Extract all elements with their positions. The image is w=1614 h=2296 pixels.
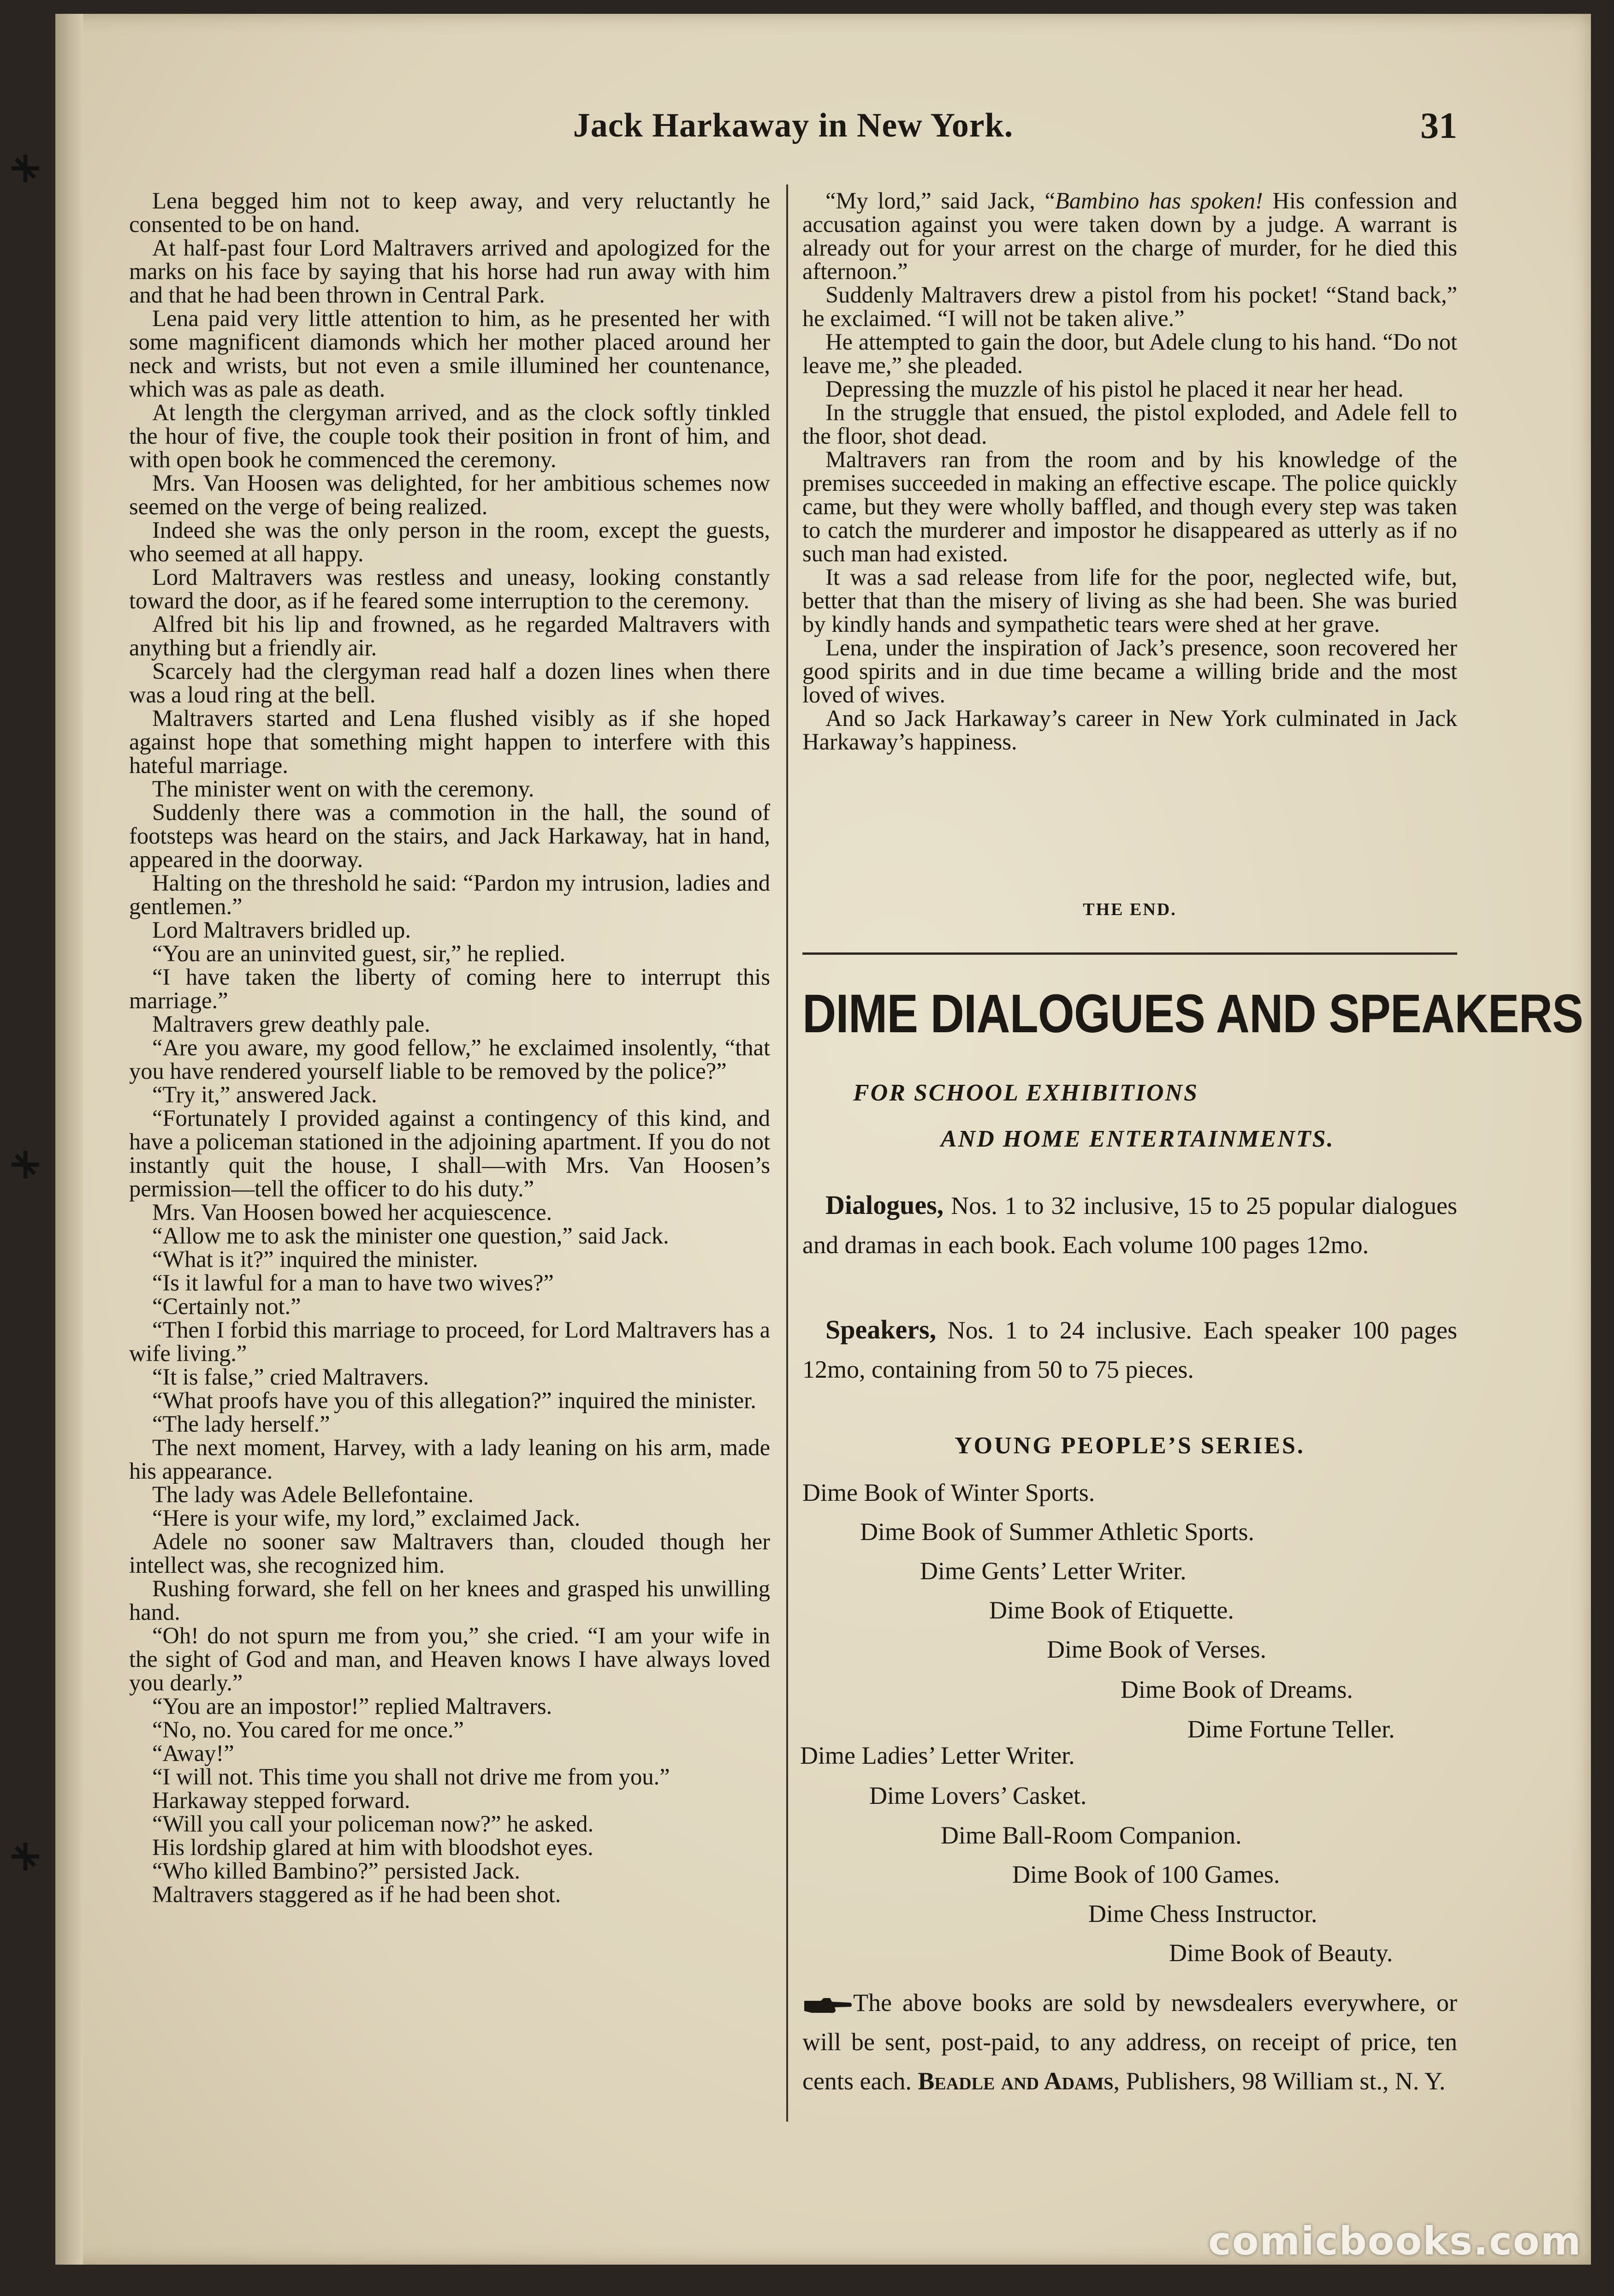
- series-heading: YOUNG PEOPLE’S SERIES.: [955, 1433, 1305, 1459]
- story-paragraph: Scarcely had the clergyman read half a dozen lines when there was a loud ring at the bell.: [129, 658, 770, 708]
- story-paragraph: Lena, under the inspiration of Jack’s presence, soon recovered her good spirits and in due time became a willing bride and the most loved of wives.: [802, 635, 1457, 708]
- book-title: Dime Ball-Room Companion.: [941, 1821, 1242, 1849]
- story-paragraph: Indeed she was the only person in the room, except the guests, who seemed at all happy.: [129, 517, 770, 566]
- story-paragraph: The lady was Adele Bellefontaine.: [152, 1481, 474, 1507]
- story-paragraph: Depressing the muzzle of his pistol he placed it near her head.: [825, 376, 1404, 402]
- section-rule: [802, 952, 1457, 955]
- story-paragraph: At length the clergyman arrived, and as the clock softly tinkled the hour of five, the couple took their position in front of him, and with open book he commenced the ceremony.: [129, 399, 770, 472]
- running-header: [129, 92, 1457, 157]
- speakers-lead: Speakers,: [825, 1315, 937, 1344]
- story-paragraph: “Here is your wife, my lord,” exclaimed Jack.: [152, 1505, 581, 1531]
- story-paragraph: In the struggle that ensued, the pistol exploded, and Adele fell to the floor, shot dead.: [802, 399, 1457, 449]
- speakers-text: Nos. 1 to 24 inclusive. Each speaker 100 pages 12mo, containing from 50 to 75 pieces.: [802, 1316, 1457, 1383]
- publisher-name: Beadle and Adams: [918, 2067, 1114, 2095]
- story-paragraph: “Is it lawful for a man to have two wives?”: [152, 1270, 554, 1296]
- story-paragraph: Lena paid very little attention to him, as he presented her with some magnificent diamonds which her mother placed around her neck and wrists, but not even a smile illumined her countenance, which was as pale as death.: [129, 305, 770, 402]
- binding-gutter: [55, 14, 83, 2265]
- story-paragraph: It was a sad release from life for the poor, neglected wife, but, better that than the misery of living as she had been. She was buried by kindly hands and sympathetic tears were shed at her grave.: [802, 564, 1457, 637]
- story-paragraph: “Oh! do not spurn me from you,” she cried. “I am your wife in the sight of God and man, and Heaven knows I have always loved you dearly.”: [129, 1623, 770, 1695]
- italic-text-run: Bambino has spoken!: [1055, 188, 1263, 214]
- book-title: Dime Book of Dreams.: [1121, 1676, 1353, 1703]
- story-paragraph: Mrs. Van Hoosen bowed her acquiescence.: [152, 1199, 552, 1225]
- story-paragraph: Lord Maltravers was restless and uneasy, looking constantly toward the door, as if he feared some interruption to the ceremony.: [129, 564, 770, 613]
- story-paragraph: “Fortunately I provided against a contingency of this kind, and have a policeman stationed in the adjoining apartment. If you do not instantly quit the house, I shall—with Mrs. Van Hoosen’s permission—tell the officer to do his duty.”: [129, 1105, 770, 1202]
- pointing-hand-icon: [802, 1996, 853, 2015]
- book-title: Dime Book of Etiquette.: [989, 1596, 1234, 1624]
- story-paragraph: Harkaway stepped forward.: [152, 1787, 410, 1813]
- story-paragraph: Alfred bit his lip and frowned, as he regarded Maltravers with anything but a friendly air.: [129, 611, 770, 660]
- story-paragraph: Maltravers started and Lena flushed visibly as if she hoped against hope that something might happen to interfere with this hateful marriage.: [129, 705, 770, 778]
- story-paragraph: Rushing forward, she fell on her knees and grasped his unwilling hand.: [129, 1576, 770, 1625]
- story-paragraph: “You are an impostor!” replied Maltravers.: [152, 1693, 552, 1719]
- story-paragraph: Maltravers ran from the room and by his knowledge of the premises succeeded in making an effective escape. The police quickly came, but they were wholly baffled, and though every step was taken to catch the murderer and impostor he disappeared as utterly as if no such man had existed.: [802, 446, 1457, 566]
- story-paragraph: “Try it,” answered Jack.: [152, 1082, 377, 1107]
- story-paragraph: Lena begged him not to keep away, and very reluctantly he consented to be on hand.: [129, 188, 770, 237]
- story-paragraph: “I will not. This time you shall not drive me from you.”: [152, 1764, 670, 1790]
- text-run: “My lord,” said Jack, “: [825, 188, 1055, 214]
- story-paragraph: “What proofs have you of this allegation?” inquired the minister.: [152, 1387, 756, 1413]
- ad-dialogues-description: [802, 1185, 1457, 1265]
- page-number: 31: [1420, 106, 1457, 146]
- ad-notice: [802, 1983, 1457, 2101]
- story-paragraph: His lordship glared at him with bloodshot eyes.: [152, 1834, 593, 1860]
- story-paragraph: Lord Maltravers bridled up.: [152, 917, 411, 943]
- story-paragraph: “I have taken the liberty of coming here to interrupt this marriage.”: [129, 964, 770, 1013]
- book-title: Dime Gents’ Letter Writer.: [920, 1557, 1187, 1585]
- book-title: Dime Fortune Teller.: [1187, 1715, 1395, 1743]
- story-paragraph: “Will you call your policeman now?” he asked.: [152, 1811, 594, 1837]
- ad-title: DIME DIALOGUES AND SPEAKERS: [802, 983, 1583, 1044]
- the-end-label: THE END.: [1083, 900, 1177, 919]
- story-paragraph: “What is it?” inquired the minister.: [152, 1246, 478, 1272]
- story-paragraph: “Who killed Bambino?” persisted Jack.: [152, 1858, 520, 1884]
- story-paragraph: Adele no sooner saw Maltravers than, clouded though her intellect was, she recognized him.: [129, 1529, 770, 1578]
- story-paragraph: At half-past four Lord Maltravers arrived and apologized for the marks on his face by saying that his horse had run away with him and that he had been thrown in Central Park.: [129, 235, 770, 308]
- story-paragraph: He attempted to gain the door, but Adele clung to his hand. “Do not leave me,” she pleaded.: [802, 329, 1457, 378]
- story-paragraph: Suddenly there was a commotion in the hall, the sound of footsteps was heard on the stairs, and Jack Harkaway, hat in hand, appeared in the doorway.: [129, 799, 770, 872]
- story-paragraph: “Then I forbid this marriage to proceed, for Lord Maltravers has a wife living.”: [129, 1317, 770, 1366]
- book-title: Dime Book of Verses.: [1047, 1636, 1266, 1663]
- story-paragraphs-right: [802, 283, 1457, 754]
- story-paragraph: “Certainly not.”: [152, 1293, 301, 1319]
- notice-text: The above books are sold by newsdealers everywhere, or will be sent, post-paid, to any address, on receipt of price, ten cents each.: [802, 1989, 1457, 2095]
- ad-subtitle-2: AND HOME ENTERTAINMENTS.: [941, 1126, 1335, 1152]
- story-paragraph: “You are an uninvited guest, sir,” he replied.: [152, 940, 566, 966]
- story-paragraph: “The lady herself.”: [152, 1411, 330, 1437]
- story-paragraph: “Allow me to ask the minister one question,” said Jack.: [152, 1223, 669, 1249]
- stitch-mark-icon: [9, 1148, 42, 1181]
- book-title: Dime Book of Winter Sports.: [802, 1479, 1095, 1506]
- dialogues-text: Nos. 1 to 32 inclusive, 15 to 25 popular dialogues and dramas in each book. Each volume 100 pages 12mo.: [802, 1192, 1457, 1259]
- stitch-mark-icon: [9, 152, 42, 184]
- text-run: His confession and accusation against you were taken down by a judge. A warrant is already out for your arrest on the charge of murder, for he died this afternoon.”: [802, 188, 1457, 284]
- book-title: Dime Ladies’ Letter Writer.: [800, 1742, 1075, 1769]
- story-paragraph: “Away!”: [152, 1740, 234, 1766]
- story-paragraph: The next moment, Harvey, with a lady leaning on his arm, made his appearance.: [129, 1434, 770, 1484]
- story-paragraph: “No, no. You cared for me once.”: [152, 1717, 464, 1743]
- story-paragraph: [802, 189, 1457, 283]
- ad-speakers-description: [802, 1310, 1457, 1389]
- book-title: Dime Lovers’ Casket.: [869, 1782, 1087, 1809]
- stitch-mark-icon: [9, 1840, 42, 1873]
- story-paragraph: Maltravers grew deathly pale.: [152, 1011, 430, 1037]
- story-paragraph: “It is false,” cried Maltravers.: [152, 1364, 429, 1390]
- story-paragraph: “Are you aware, my good fellow,” he exclaimed insolently, “that you have rendered yourself liable to be removed by the police?”: [129, 1035, 770, 1084]
- publisher-address: , Publishers, 98 William st., N. Y.: [1113, 2067, 1446, 2095]
- book-title: Dime Book of Beauty.: [1169, 1939, 1393, 1967]
- story-paragraph: Maltravers staggered as if he had been shot.: [152, 1881, 561, 1907]
- dialogues-lead: Dialogues,: [825, 1190, 944, 1220]
- column-divider: [786, 184, 788, 2122]
- book-title: Dime Book of Summer Athletic Sports.: [860, 1518, 1254, 1546]
- site-watermark: comicbooks.com: [1208, 2219, 1582, 2264]
- running-title: Jack Harkaway in New York.: [573, 107, 1014, 144]
- story-column-left: [129, 189, 770, 1906]
- ad-subtitle-1: FOR SCHOOL EXHIBITIONS: [853, 1080, 1199, 1106]
- book-title: Dime Chess Instructor.: [1088, 1900, 1317, 1927]
- book-title: Dime Book of 100 Games.: [1012, 1861, 1280, 1888]
- story-paragraph: And so Jack Harkaway’s career in New York culminated in Jack Harkaway’s happiness.: [802, 705, 1457, 755]
- story-paragraph: The minister went on with the ceremony.: [152, 776, 534, 802]
- story-paragraph: Mrs. Van Hoosen was delighted, for her ambitious schemes now seemed on the verge of being realized.: [129, 470, 770, 519]
- story-paragraph: Halting on the threshold he said: “Pardon my intrusion, ladies and gentlemen.”: [129, 870, 770, 919]
- story-column-right: [802, 189, 1457, 754]
- story-paragraph: Suddenly Maltravers drew a pistol from his pocket! “Stand back,” he exclaimed. “I will not be taken alive.”: [802, 282, 1457, 331]
